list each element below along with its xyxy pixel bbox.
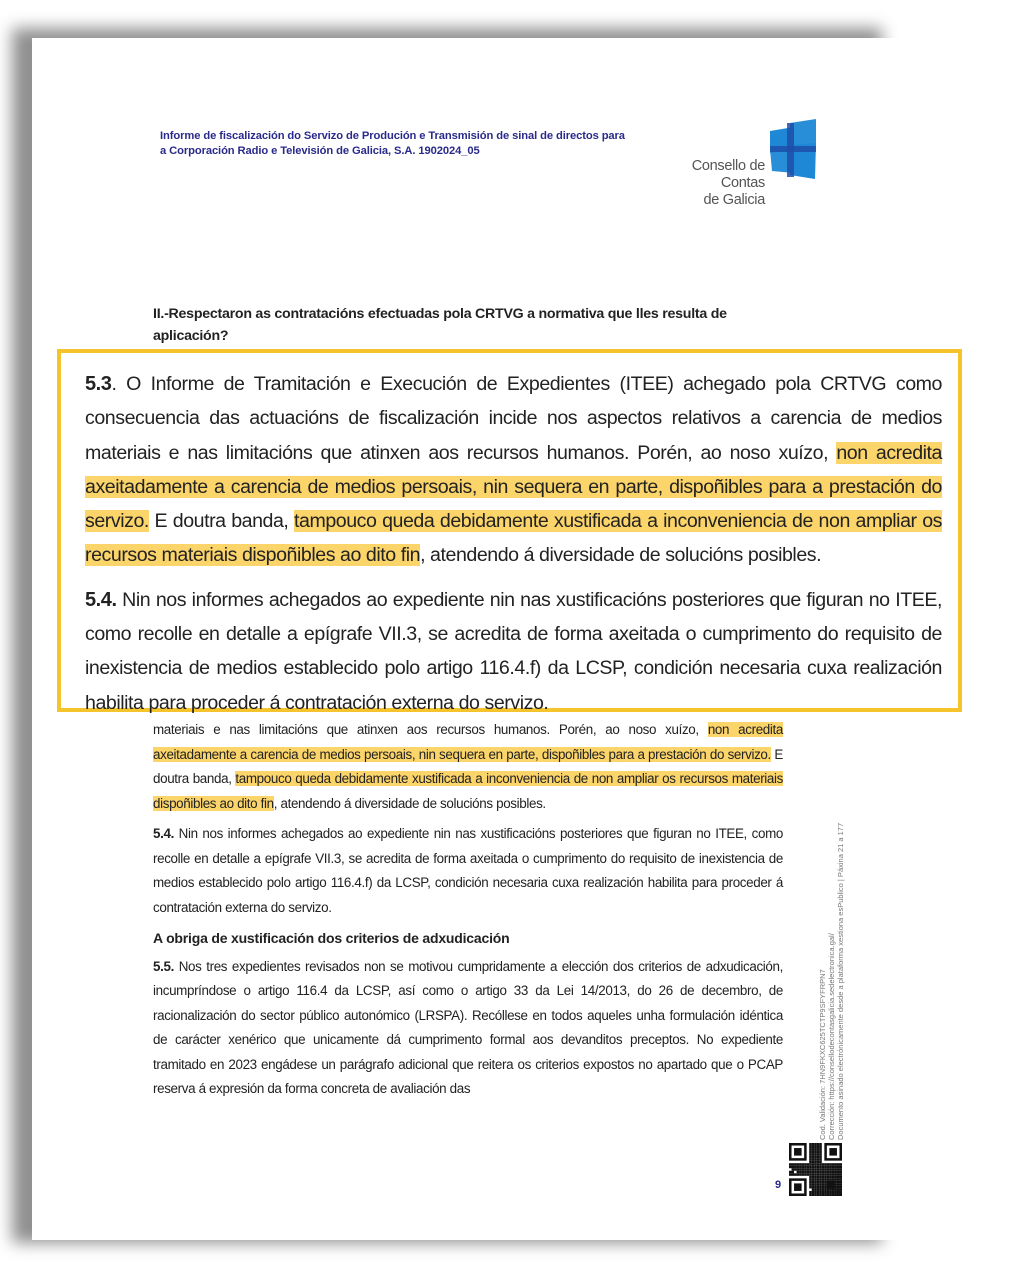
qr-module [822, 1176, 825, 1179]
paragraph-number: 5.4. [85, 588, 117, 611]
org-name-line-2: de Galicia [703, 192, 765, 208]
qr-module [819, 1146, 822, 1149]
qr-module [837, 1168, 840, 1171]
qr-module [819, 1188, 822, 1191]
qr-module [819, 1151, 822, 1154]
qr-module [817, 1153, 820, 1156]
qr-module [817, 1148, 820, 1151]
qr-module [824, 1163, 827, 1166]
qr-module [814, 1183, 817, 1186]
qr-module [834, 1166, 837, 1169]
qr-module [837, 1186, 840, 1189]
qr-module [809, 1161, 812, 1164]
qr-module [814, 1156, 817, 1159]
qr-module [829, 1193, 832, 1196]
qr-module [802, 1171, 805, 1174]
qr-module [827, 1173, 830, 1176]
qr-module [822, 1181, 825, 1184]
qr-module [809, 1183, 812, 1186]
qr-module [802, 1168, 805, 1171]
qr-module [832, 1178, 835, 1181]
qr-module [809, 1146, 812, 1149]
qr-module [817, 1163, 820, 1166]
qr-module [812, 1163, 815, 1166]
qr-module [832, 1171, 835, 1174]
qr-module [837, 1178, 840, 1181]
text: . O Informe de Tramitación e Execución de Expedientes (ITEE) achegado pola CRTVG como consecuencia das actuacións de fiscalización incide nos aspectos relativos a carencia de medios materiais e nas limitacións que atinxen aos recursos humanos. Porén, ao noso xuízo, [85, 373, 942, 464]
qr-module [799, 1166, 802, 1169]
highlighted-text: non acredita axeitadamente a carencia de medios persoais, nin sequera en parte, dispoñibles para a prestación do servizo. [85, 441, 942, 533]
report-title [160, 129, 660, 159]
qr-module [812, 1168, 815, 1171]
qr-module [819, 1161, 822, 1164]
paragraph-number: 5.4. [153, 826, 174, 841]
qr-module [834, 1171, 837, 1174]
qr-module [837, 1191, 840, 1194]
qr-module [832, 1163, 835, 1166]
qr-module [814, 1181, 817, 1184]
qr-module [839, 1166, 842, 1169]
qr-module [824, 1168, 827, 1171]
qr-module [812, 1176, 815, 1179]
paragraph-number: 5.5. [153, 958, 174, 974]
highlighted-text: non acredita axeitadamente a carencia de medios persoais, nin sequera en parte, dispoñibles para a prestación do servizo. [153, 722, 783, 762]
qr-module [824, 1171, 827, 1174]
validation-sidebar [818, 770, 845, 1140]
qr-module [834, 1176, 837, 1179]
text: materiais e nas limitacións que atinxen aos recursos humanos. Porén, ao noso xuízo, [153, 722, 708, 737]
callout-paragraph-5-3 [85, 367, 942, 573]
qr-module [827, 1178, 830, 1181]
qr-module [819, 1158, 822, 1161]
report-title-line-2: a Corporación Radio e Televisión de Galicia, S.A. 1902024_05 [160, 145, 480, 157]
qr-module [819, 1153, 822, 1156]
qr-module [804, 1168, 807, 1171]
qr-module [819, 1163, 822, 1166]
qr-module [794, 1163, 797, 1166]
qr-module [814, 1168, 817, 1171]
zoomed-callout [57, 349, 962, 712]
qr-module [814, 1161, 817, 1164]
validation-code: Cod. Validación: 7HN9FKXC625TCTP9SFYFRPN7 [818, 969, 827, 1140]
qr-module [789, 1163, 792, 1166]
qr-module [834, 1183, 837, 1186]
qr-module [797, 1163, 800, 1166]
qr-module [809, 1158, 812, 1161]
qr-module [839, 1186, 842, 1189]
qr-module [827, 1166, 830, 1169]
text: E doutra banda, [148, 510, 295, 533]
qr-module [832, 1176, 835, 1179]
qr-module [837, 1188, 840, 1191]
qr-module [809, 1173, 812, 1176]
qr-module [824, 1186, 827, 1189]
validation-url: Corrección: https://consellodecontasgalicia.sedelectronica.gal/ [827, 933, 836, 1140]
qr-module [837, 1193, 840, 1196]
qr-module [817, 1193, 820, 1196]
org-name-line-1: Consello de Contas [691, 158, 765, 191]
document-body [153, 718, 783, 1108]
qr-module [817, 1168, 820, 1171]
text: Nos tres expedientes revisados non se motivou cumpridamente a elección dos criterios de adxudicación, incumpríndose o artigo 116.4 da LCSP, así como o artigo 33 da Lei 14/2013, do 26 de decembro, de racionalización do sector público autonómico (LRSPA). Recóllese en todos aqueles unha formulación idéntica de carácter xenérico que unicamente dá cumprimento formal aos devanditos preceptos. No expediente tramitado en 2023 engádese un parágrafo adicional que reitera os criterios expostos no apartado que o PCAP reserva á expresión da forma concreta de avaliación das [153, 958, 783, 1096]
qr-module [802, 1173, 805, 1176]
qr-finder-core [794, 1183, 802, 1191]
qr-module [814, 1176, 817, 1179]
qr-module [822, 1173, 825, 1176]
paragraph-5-3-tail [153, 718, 783, 816]
qr-module [829, 1191, 832, 1194]
qr-module [812, 1158, 815, 1161]
qr-module [839, 1193, 842, 1196]
qr-module [809, 1171, 812, 1174]
qr-module [817, 1176, 820, 1179]
qr-module [822, 1186, 825, 1189]
qr-module [827, 1191, 830, 1194]
section-question: II.-Respectaron as contratacións efectuadas pola CRTVG a normativa que lles resulta de aplicación? [153, 306, 727, 344]
qr-module [812, 1148, 815, 1151]
qr-module [824, 1176, 827, 1179]
qr-module [829, 1168, 832, 1171]
qr-module [819, 1186, 822, 1189]
qr-module [837, 1173, 840, 1176]
qr-module [809, 1176, 812, 1179]
qr-module [814, 1188, 817, 1191]
qr-module [804, 1173, 807, 1176]
qr-module [809, 1166, 812, 1169]
qr-module [797, 1173, 800, 1176]
qr-module [809, 1148, 812, 1151]
qr-module [822, 1178, 825, 1181]
qr-module [799, 1171, 802, 1174]
qr-module [824, 1173, 827, 1176]
qr-module [812, 1181, 815, 1184]
qr-module [792, 1166, 795, 1169]
qr-module [807, 1166, 810, 1169]
consello-logo-icon [768, 117, 820, 181]
qr-module [817, 1173, 820, 1176]
qr-module [814, 1148, 817, 1151]
qr-module [822, 1183, 825, 1186]
qr-module [792, 1173, 795, 1176]
qr-module [817, 1166, 820, 1169]
org-name [645, 158, 765, 209]
qr-module [839, 1168, 842, 1171]
qr-module [839, 1181, 842, 1184]
qr-module [817, 1186, 820, 1189]
qr-module [814, 1166, 817, 1169]
qr-module [824, 1178, 827, 1181]
qr-module [824, 1188, 827, 1191]
qr-module [834, 1163, 837, 1166]
qr-module [809, 1168, 812, 1171]
qr-module [812, 1146, 815, 1149]
qr-module [809, 1178, 812, 1181]
qr-module [792, 1168, 795, 1171]
validation-signature: Documento asinado electrónicamente desde a plataforma xestiona esPublico | Páxina 21 a 177 [836, 822, 845, 1140]
qr-module [827, 1168, 830, 1171]
qr-module [819, 1166, 822, 1169]
report-title-line-1: Informe de fiscalización do Servizo de Produción e Transmisión de sinal de directos para [160, 130, 625, 142]
qr-module [819, 1168, 822, 1171]
qr-module [822, 1171, 825, 1174]
qr-module [839, 1171, 842, 1174]
text: Nin nos informes achegados ao expediente nin nas xustificacións posteriores que figuran no ITEE, como recolle en detalle a epígrafe VII.3, se acredita de forma axeitada o cumprimento do requisito de inexistencia de medios establecido polo artigo 116.4.f) da LCSP, condición necesaria cuxa realización habilita para proceder á contratación externa do servizo. [153, 826, 783, 915]
qr-module [819, 1156, 822, 1159]
qr-module [809, 1143, 812, 1146]
qr-module [834, 1186, 837, 1189]
paragraph-number: 5.3 [85, 373, 112, 395]
qr-module [799, 1173, 802, 1176]
qr-module [834, 1178, 837, 1181]
qr-module [794, 1168, 797, 1171]
qr-module [812, 1171, 815, 1174]
qr-module [819, 1148, 822, 1151]
qr-module [834, 1193, 837, 1196]
qr-module [804, 1171, 807, 1174]
qr-module [794, 1173, 797, 1176]
qr-module [829, 1166, 832, 1169]
qr-module [819, 1173, 822, 1176]
qr-module [832, 1168, 835, 1171]
qr-module [822, 1193, 825, 1196]
qr-module [807, 1171, 810, 1174]
callout-paragraph-5-4 [85, 583, 942, 720]
qr-module [822, 1166, 825, 1169]
qr-module [814, 1158, 817, 1161]
qr-module [829, 1171, 832, 1174]
qr-module [817, 1188, 820, 1191]
qr-module [797, 1168, 800, 1171]
qr-module [839, 1163, 842, 1166]
qr-module [797, 1166, 800, 1169]
qr-module [817, 1191, 820, 1194]
qr-module [809, 1181, 812, 1184]
qr-module [834, 1168, 837, 1171]
qr-module [814, 1193, 817, 1196]
qr-module [829, 1173, 832, 1176]
qr-module [837, 1176, 840, 1179]
qr-module [812, 1183, 815, 1186]
qr-module [817, 1156, 820, 1159]
qr-module [817, 1181, 820, 1184]
qr-module [819, 1181, 822, 1184]
qr-module [839, 1183, 842, 1186]
qr-finder-core [829, 1148, 837, 1156]
qr-module [834, 1173, 837, 1176]
qr-module [837, 1183, 840, 1186]
qr-module [794, 1166, 797, 1169]
qr-module [812, 1193, 815, 1196]
qr-module [814, 1191, 817, 1194]
qr-module [837, 1163, 840, 1166]
qr-module [807, 1168, 810, 1171]
qr-module [837, 1166, 840, 1169]
qr-module [789, 1166, 792, 1169]
qr-module [832, 1166, 835, 1169]
qr-module [817, 1161, 820, 1164]
qr-module [812, 1178, 815, 1181]
paragraph-5-4 [153, 822, 783, 920]
qr-module [839, 1188, 842, 1191]
qr-module [819, 1178, 822, 1181]
qr-module [812, 1188, 815, 1191]
qr-module [832, 1188, 835, 1191]
qr-module [807, 1173, 810, 1176]
qr-module [812, 1166, 815, 1169]
qr-module [827, 1188, 830, 1191]
qr-module [809, 1153, 812, 1156]
text: , atendendo á diversidade de solucións posibles. [420, 544, 822, 567]
qr-module [839, 1191, 842, 1194]
qr-module [829, 1163, 832, 1166]
qr-module [819, 1183, 822, 1186]
qr-module [839, 1176, 842, 1179]
qr-module [809, 1163, 812, 1166]
qr-finder-core [794, 1148, 802, 1156]
subheading: A obriga de xustificación dos criterios de adxudicación [153, 930, 510, 946]
qr-module [837, 1181, 840, 1184]
qr-module [832, 1193, 835, 1196]
qr-module [817, 1151, 820, 1154]
qr-module [829, 1176, 832, 1179]
qr-module [834, 1191, 837, 1194]
qr-module [819, 1171, 822, 1174]
qr-module [837, 1171, 840, 1174]
qr-module [814, 1173, 817, 1176]
qr-module [834, 1188, 837, 1191]
qr-module [827, 1163, 830, 1166]
qr-module [809, 1151, 812, 1154]
qr-module [802, 1163, 805, 1166]
qr-module [814, 1178, 817, 1181]
qr-module [822, 1188, 825, 1191]
qr-module [822, 1191, 825, 1194]
qr-module [812, 1143, 815, 1146]
qr-module [799, 1163, 802, 1166]
qr-module [812, 1153, 815, 1156]
qr-module [819, 1191, 822, 1194]
qr-module [827, 1176, 830, 1179]
highlighted-text: tampouco queda debidamente xustificada a inconveniencia de non ampliar os recursos materiais dispoñibles ao dito fin [85, 510, 942, 567]
qr-module [809, 1193, 812, 1196]
qr-module [839, 1173, 842, 1176]
logo-cross-horizontal [770, 146, 816, 152]
qr-module [829, 1188, 832, 1191]
qr-module [824, 1183, 827, 1186]
qr-module [817, 1183, 820, 1186]
qr-module [824, 1166, 827, 1169]
qr-module [829, 1178, 832, 1181]
qr-module [792, 1171, 795, 1174]
qr-module [839, 1178, 842, 1181]
qr-module [824, 1181, 827, 1184]
qr-module [802, 1166, 805, 1169]
qr-module [804, 1166, 807, 1169]
qr-module [814, 1171, 817, 1174]
qr-module [809, 1186, 812, 1189]
qr-module [832, 1191, 835, 1194]
qr-module [817, 1178, 820, 1181]
qr-module [814, 1151, 817, 1154]
qr-module [812, 1156, 815, 1159]
qr-module [804, 1163, 807, 1166]
qr-module [817, 1171, 820, 1174]
qr-module [824, 1191, 827, 1194]
text: Nin nos informes achegados ao expediente nin nas xustificacións posteriores que figuran no ITEE, como recolle en detalle a epígrafe VII.3, se acredita de forma axeitada o cumprimento do requisito de inexistencia de medios establecido polo artigo 116.4.f) da LCSP, condición necesaria cuxa realización habilita para proceder á contratación externa do servizo. [85, 588, 942, 714]
qr-module [814, 1146, 817, 1149]
qr-module [814, 1153, 817, 1156]
highlighted-text: tampouco queda debidamente xustificada a inconveniencia de non ampliar os recursos materiais dispoñibles ao dito fin [153, 771, 783, 811]
qr-module [817, 1146, 820, 1149]
qr-code-icon [789, 1143, 842, 1196]
qr-module [812, 1173, 815, 1176]
qr-module [822, 1163, 825, 1166]
qr-module [819, 1176, 822, 1179]
qr-module [834, 1181, 837, 1184]
qr-module [812, 1161, 815, 1164]
qr-module [789, 1171, 792, 1174]
qr-module [817, 1143, 820, 1146]
qr-module [827, 1171, 830, 1174]
qr-module [819, 1193, 822, 1196]
qr-module [824, 1193, 827, 1196]
text: E doutra banda, [153, 746, 784, 786]
qr-module [792, 1163, 795, 1166]
qr-module [809, 1156, 812, 1159]
paragraph-5-5 [153, 955, 783, 1102]
qr-module [817, 1158, 820, 1161]
qr-module [789, 1173, 792, 1176]
qr-module [819, 1143, 822, 1146]
qr-module [812, 1151, 815, 1154]
page-number: 9 [775, 1179, 782, 1191]
qr-module [797, 1171, 800, 1174]
qr-module [814, 1163, 817, 1166]
qr-module [807, 1163, 810, 1166]
text: , atendendo á diversidade de solucións posibles. [273, 795, 546, 811]
qr-module [812, 1191, 815, 1194]
qr-module [832, 1173, 835, 1176]
qr-module [814, 1143, 817, 1146]
qr-module [814, 1186, 817, 1189]
qr-module [812, 1186, 815, 1189]
qr-module [827, 1193, 830, 1196]
qr-module [822, 1168, 825, 1171]
qr-module [809, 1191, 812, 1194]
qr-alignment [827, 1181, 835, 1189]
qr-module [799, 1168, 802, 1171]
